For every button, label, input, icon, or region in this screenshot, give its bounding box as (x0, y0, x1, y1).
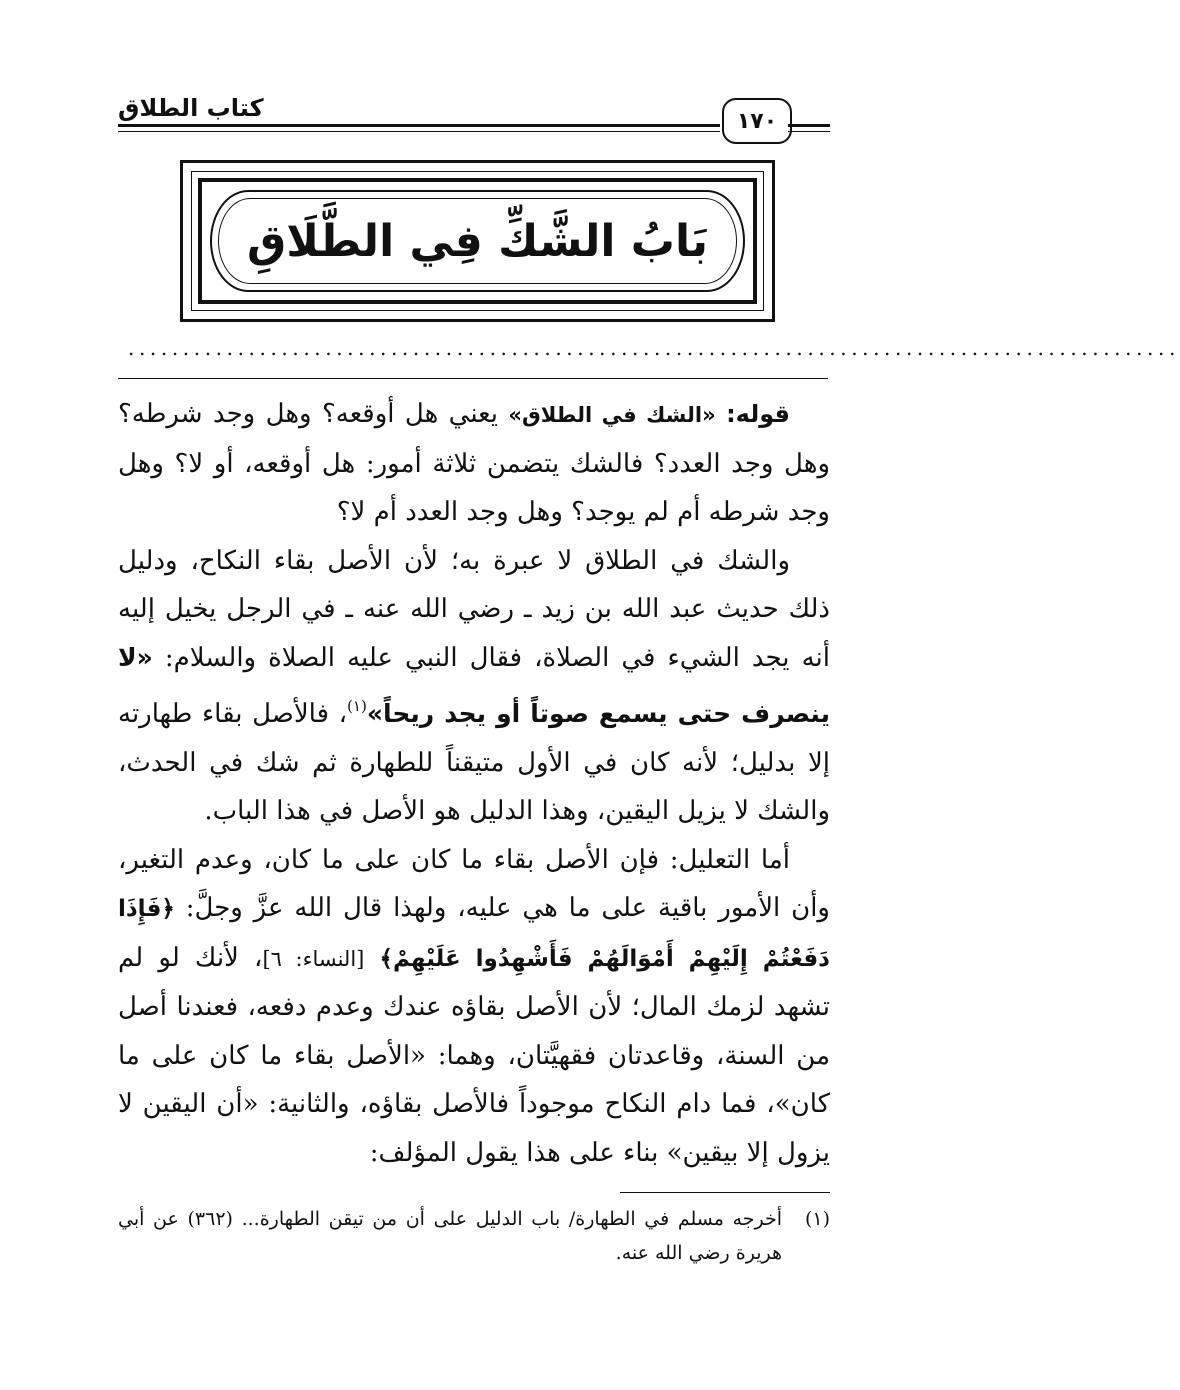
page-number: ١٧٠ (736, 108, 778, 134)
footnote-marker: (١) (804, 1208, 830, 1230)
body-top-rule (118, 378, 828, 379)
footnote-text: أخرجه مسلم في الطهارة/ باب الدليل على أن من تيقن الطهارة... (٣٦٢) عن أبي هريرة رضي الله عنه. (118, 1208, 782, 1264)
dotted-separator: ................................................................................................ (128, 336, 1180, 360)
main-text (118, 390, 830, 1177)
title-cartouche (210, 190, 745, 292)
running-header-book-title: كتاب الطلاق (118, 94, 264, 122)
paragraph-2: والشك في الطلاق لا عبرة به؛ لأن الأصل بقاء النكاح، ودليل ذلك حديث عبد الله بن زيد ـ رضي الله عنه ـ في الرجل يخيل إليه أنه يجد الشيء في الصلاة، فقال النبي عليه الصلاة والسلام: «لا ينصرف حتى يسمع صوتاً أو يجد ريحاً»$^{(١)}$، فالأصل بقاء طهارته إلا بدليل؛ لأنه كان في الأول متيقناً للطهارة ثم شك في الحدث، والشك لا يزيل اليقين، وهذا الدليل هو الأصل في هذا الباب. (118, 545, 830, 826)
paragraph-1: قوله: «الشك في الطلاق» يعني هل أوقعه؟ وهل وجد شرطه؟ وهل وجد العدد؟ فالشك يتضمن ثلاثة أمور: هل أوقعه، أو لا؟ وهل وجد شرطه أم لم يوجد؟ وهل وجد العدد أم لا؟ (118, 399, 830, 527)
footnote-rule (620, 1192, 830, 1193)
lead-word: قوله: (726, 400, 790, 428)
quoted-term: «الشك في الطلاق» (508, 403, 716, 427)
hadith-quote: «لا ينصرف حتى يسمع صوتاً أو يجد ريحاً» (118, 642, 830, 728)
footnote-reference: (١) (347, 697, 367, 715)
header-rule-short (788, 124, 830, 132)
quran-verse: ﴿فَإِذَا دَفَعْتُمْ إِلَيْهِمْ أَمْوَالَهُمْ فَأَشْهِدُوا عَلَيْهِمْ﴾ (118, 896, 830, 972)
chapter-title-frame (180, 160, 775, 322)
page-number-box (722, 98, 792, 144)
header-rule (118, 124, 720, 132)
verse-citation: [النساء: ٦] (262, 946, 365, 971)
chapter-title: بَابُ الشَّكِّ فِي الطَّلَاقِ (246, 215, 709, 267)
paragraph-3: أما التعليل: فإن الأصل بقاء ما كان على ما كان، وعدم التغير، وأن الأمور باقية على ما هي عليه، ولهذا قال الله عزَّ وجلَّ: ﴿فَإِذَا دَفَعْتُمْ إِلَيْهِمْ أَمْوَالَهُمْ فَأَشْهِدُوا عَلَيْهِمْ﴾ [النساء: ٦]، لأنك لو لم تشهد لزمك المال؛ لأن الأصل بقاؤه عندك وعدم دفعه، فعندنا أصل من السنة، وقاعدتان فقهيَّتان، وهما: «الأصل بقاء ما كان على ما كان»، فما دام النكاح موجوداً فالأصل بقاؤه، والثانية: «أن اليقين لا يزول إلا بيقين» بناء على هذا يقول المؤلف: (118, 844, 830, 1168)
footnote (118, 1202, 830, 1270)
